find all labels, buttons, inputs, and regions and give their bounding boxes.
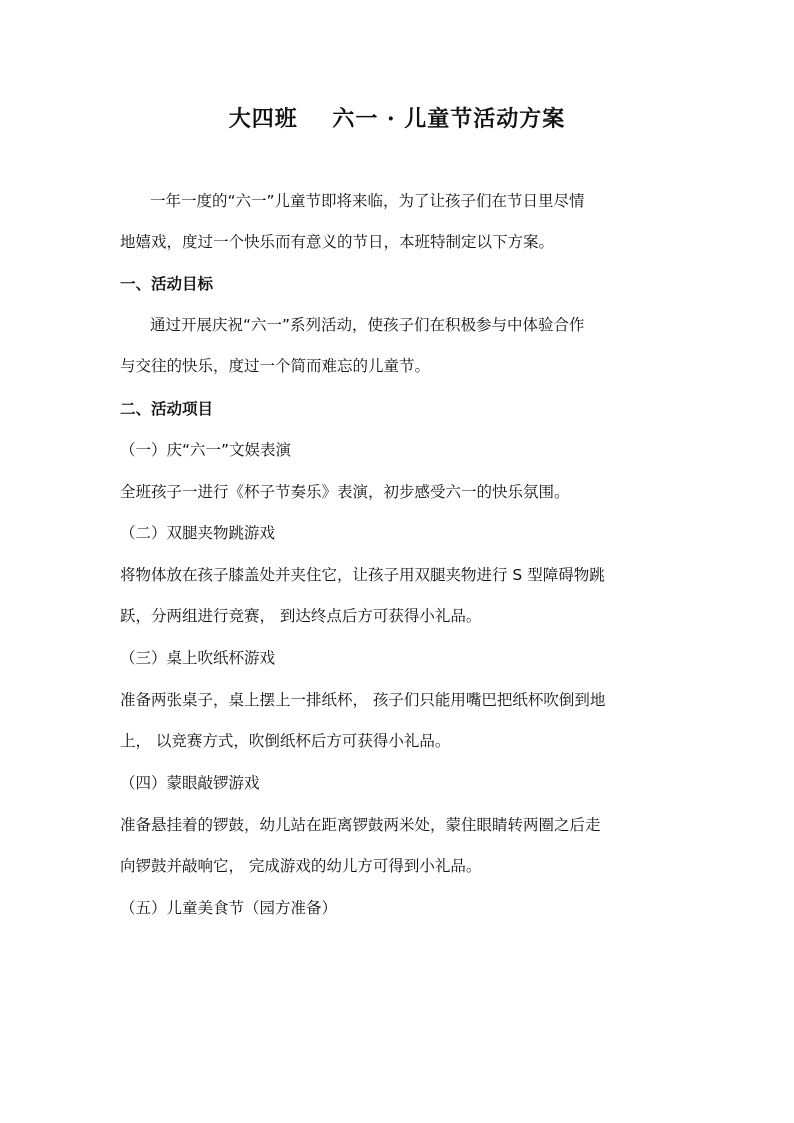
item-5-title: （五）儿童美食节（园方准备）	[120, 899, 338, 917]
item-4-line-2: 向锣鼓并敲响它， 完成游戏的幼儿方可得到小礼品。	[120, 857, 482, 875]
section-heading-items: 二、活动项目	[120, 400, 214, 418]
item-2-line-1: 将物体放在孩子膝盖处并夹住它，让孩子用双腿夹物进行 S 型障碍物跳	[120, 566, 605, 584]
item-4-line-1: 准备悬挂着的锣鼓，幼儿站在距离锣鼓两米处，蒙住眼睛转两圈之后走	[120, 816, 601, 834]
document-title: 大四班 六一 · 儿童节活动方案	[228, 106, 566, 132]
item-3-line-2: 上， 以竞赛方式，吹倒纸杯后方可获得小礼品。	[120, 732, 451, 750]
goals-line-2: 与交往的快乐，度过一个简而难忘的儿童节。	[120, 357, 431, 375]
item-2-title: （二）双腿夹物跳游戏	[120, 524, 276, 542]
intro-line-1: 一年一度的“六一”儿童节即将来临，为了让孩子们在节日里尽情	[150, 192, 585, 210]
intro-line-2: 地嬉戏，度过一个快乐而有意义的节日，本班特制定以下方案。	[120, 233, 555, 251]
item-3-line-1: 准备两张桌子，桌上摆上一排纸杯， 孩子们只能用嘴巴把纸杯吹倒到地	[120, 691, 606, 709]
item-4-title: （四）蒙眼敲锣游戏	[120, 774, 260, 792]
item-3-title: （三）桌上吹纸杯游戏	[120, 649, 276, 667]
item-1-line-1: 全班孩子一进行《杯子节奏乐》表演，初步感受六一的快乐氛围。	[120, 483, 570, 501]
section-heading-goals: 一、活动目标	[120, 275, 214, 293]
item-2-line-2: 跃，分两组进行竞赛， 到达终点后方可获得小礼品。	[120, 607, 482, 625]
goals-line-1: 通过开展庆祝“六一”系列活动，使孩子们在积极参与中体验合作	[150, 316, 585, 334]
item-1-title: （一）庆“六一”文娱表演	[120, 441, 292, 459]
